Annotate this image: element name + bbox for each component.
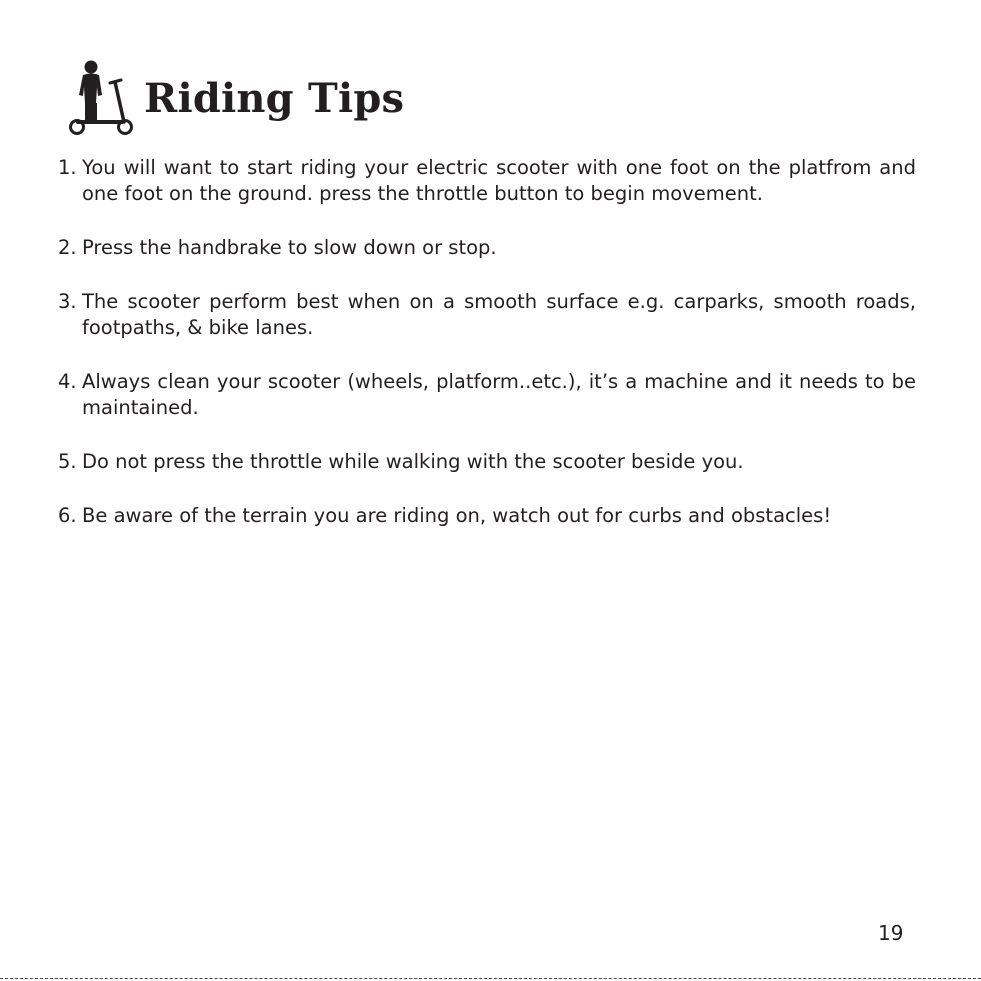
list-item-text: Be aware of the terrain you are riding on, watch out for curbs and obstacles! bbox=[82, 504, 832, 527]
list-item-number: 6. bbox=[58, 504, 77, 527]
list-item-text: The scooter perform best when on a smooth surface e.g. carparks, smooth roads, footpaths, & bike lanes. bbox=[82, 290, 916, 339]
list-item-number: 4. bbox=[58, 370, 77, 393]
list-item bbox=[58, 369, 916, 421]
list-item bbox=[58, 449, 916, 475]
list-item bbox=[58, 289, 916, 341]
list-item bbox=[58, 155, 916, 207]
riding-tips-list bbox=[58, 155, 916, 557]
list-item-number: 3. bbox=[58, 290, 77, 313]
list-item bbox=[58, 235, 916, 261]
page-number: 19 bbox=[878, 921, 904, 945]
list-item-number: 1. bbox=[58, 156, 77, 179]
list-item-number: 2. bbox=[58, 236, 77, 259]
list-item-number: 5. bbox=[58, 450, 77, 473]
list-item bbox=[58, 503, 916, 529]
page-bottom-divider bbox=[0, 978, 981, 979]
page-header bbox=[66, 56, 404, 140]
list-item-text: Always clean your scooter (wheels, platform..etc.), it’s a machine and it needs to be maintained. bbox=[82, 370, 916, 419]
list-item-text: Do not press the throttle while walking with the scooter beside you. bbox=[82, 450, 744, 473]
list-item-text: Press the handbrake to slow down or stop. bbox=[82, 236, 497, 259]
page-title: Riding Tips bbox=[144, 75, 405, 122]
list-item-text: You will want to start riding your electric scooter with one foot on the platfrom and one foot on the ground. press the throttle button to begin movement. bbox=[82, 156, 916, 205]
scooter-rider-icon bbox=[66, 59, 136, 137]
